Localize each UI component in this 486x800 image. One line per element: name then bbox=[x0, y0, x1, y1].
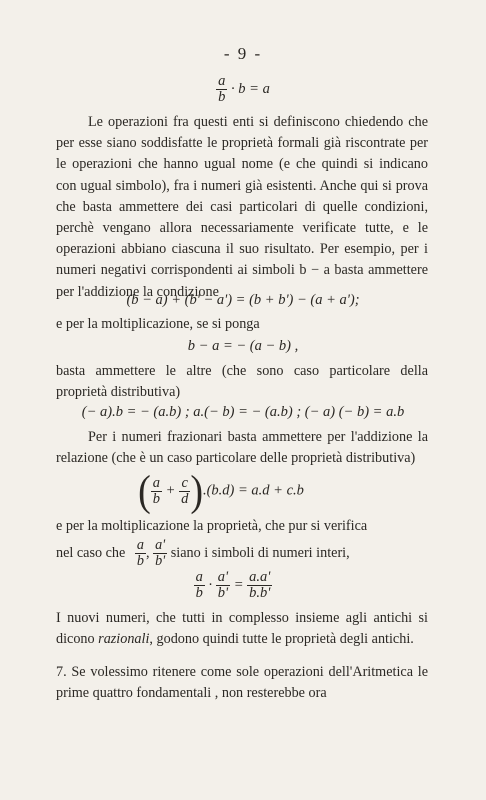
formula-addition: (b − a) + (b' − a') = (b + b') − (a + a'); bbox=[126, 292, 360, 308]
case-text-before: nel caso che bbox=[56, 544, 126, 561]
paragraph-operations: Le operazioni fra questi enti si definiscono chiedendo che per esse siano soddisfatte le proprietà formali già riscontrate per le operazioni che hanno ugual nome (e che quindi si indicano con ugual simbolo), fra i numeri già esistenti. Anche qui si prova che basta ammettere dei casi particolari di quelle condizioni, perchè vengano allora necessariamente verificate tutte, e le operazioni abbiano ciascuna il suo risultato. Per esempio, per i numeri negativi corrispondenti ai simboli b − a basta ammettere per l'addizione la condizione bbox=[56, 114, 428, 300]
fraction bbox=[135, 538, 146, 569]
case-text-after: siano i simboli di numeri interi, bbox=[170, 544, 350, 561]
fraction-denominator: b bbox=[136, 553, 144, 569]
formula-fraction-addition bbox=[0, 466, 464, 516]
fraction-denominator: b bbox=[152, 490, 161, 507]
fraction-denominator: b' bbox=[155, 553, 166, 569]
formula-fraction-product bbox=[0, 570, 476, 601]
dot-sign: · bbox=[208, 576, 213, 593]
paragraph-rationals bbox=[56, 608, 428, 650]
fraction-numerator: a bbox=[218, 73, 226, 89]
rationals-text-start: I nuovi numeri, che tutti in complesso insieme agli antichi si dicono bbox=[56, 610, 428, 648]
fraction-numerator: a bbox=[195, 569, 203, 585]
fraction-numerator: a' bbox=[217, 569, 229, 585]
fraction-numerator: a bbox=[152, 474, 161, 491]
plus-sign: + bbox=[165, 482, 176, 499]
paragraph-section-7: 7. Se volessimo ritenere come sole operazioni dell'Aritmetica le prime quattro fondamentali , non resterebbe ora bbox=[56, 664, 428, 702]
fraction-numerator: c bbox=[181, 474, 188, 491]
fraction bbox=[179, 476, 190, 507]
fraction-denominator: d bbox=[181, 490, 189, 507]
fraction bbox=[216, 74, 227, 105]
paragraph-distributive: basta ammettere le altre (che sono caso particolare della proprietà distributiva) bbox=[56, 363, 428, 401]
fraction-denominator: b bbox=[218, 89, 226, 105]
separator: , bbox=[145, 544, 150, 561]
fraction-numerator: a.a' bbox=[249, 569, 271, 585]
fraction bbox=[247, 570, 272, 601]
equals-sign: = bbox=[233, 576, 244, 593]
fraction-denominator: b' bbox=[217, 585, 229, 601]
formula-rest: .(b.d) = a.d + c.b bbox=[202, 482, 304, 499]
fraction-numerator: a bbox=[136, 537, 144, 553]
fraction-denominator: b.b' bbox=[249, 585, 271, 601]
line-integer-case bbox=[56, 538, 428, 569]
formula-negative-definition: b − a = − (a − b) , bbox=[187, 338, 299, 354]
paragraph-multiplication-property: e per la moltiplicazione la proprietà, che pur si verifica bbox=[56, 518, 368, 534]
rationals-text-end: , godono quindi tutte le proprietà degli antichi. bbox=[149, 631, 414, 648]
formula-rest: · b = a bbox=[227, 80, 270, 97]
fraction bbox=[153, 538, 167, 569]
fraction-denominator: b bbox=[195, 585, 203, 601]
rationals-term: razionali bbox=[98, 631, 150, 648]
fraction bbox=[216, 570, 230, 601]
formula-quotient-definition bbox=[0, 74, 486, 105]
paragraph-fractions: Per i numeri frazionari basta ammettere per l'addizione la relazione (che è un caso particolare delle proprietà distributiva) bbox=[56, 429, 428, 467]
line-multiplication: e per la moltiplicazione, se si ponga bbox=[56, 316, 260, 332]
fraction bbox=[194, 570, 205, 601]
fraction bbox=[151, 476, 162, 507]
close-paren: ) bbox=[190, 466, 203, 516]
formula-negative-products: (− a).b = − (a.b) ; a.(− b) = − (a.b) ; (− a) (− b) = a.b bbox=[81, 404, 405, 420]
fraction-numerator: a' bbox=[155, 537, 166, 553]
page-number: - 9 - bbox=[223, 44, 263, 63]
open-paren: ( bbox=[138, 466, 151, 516]
